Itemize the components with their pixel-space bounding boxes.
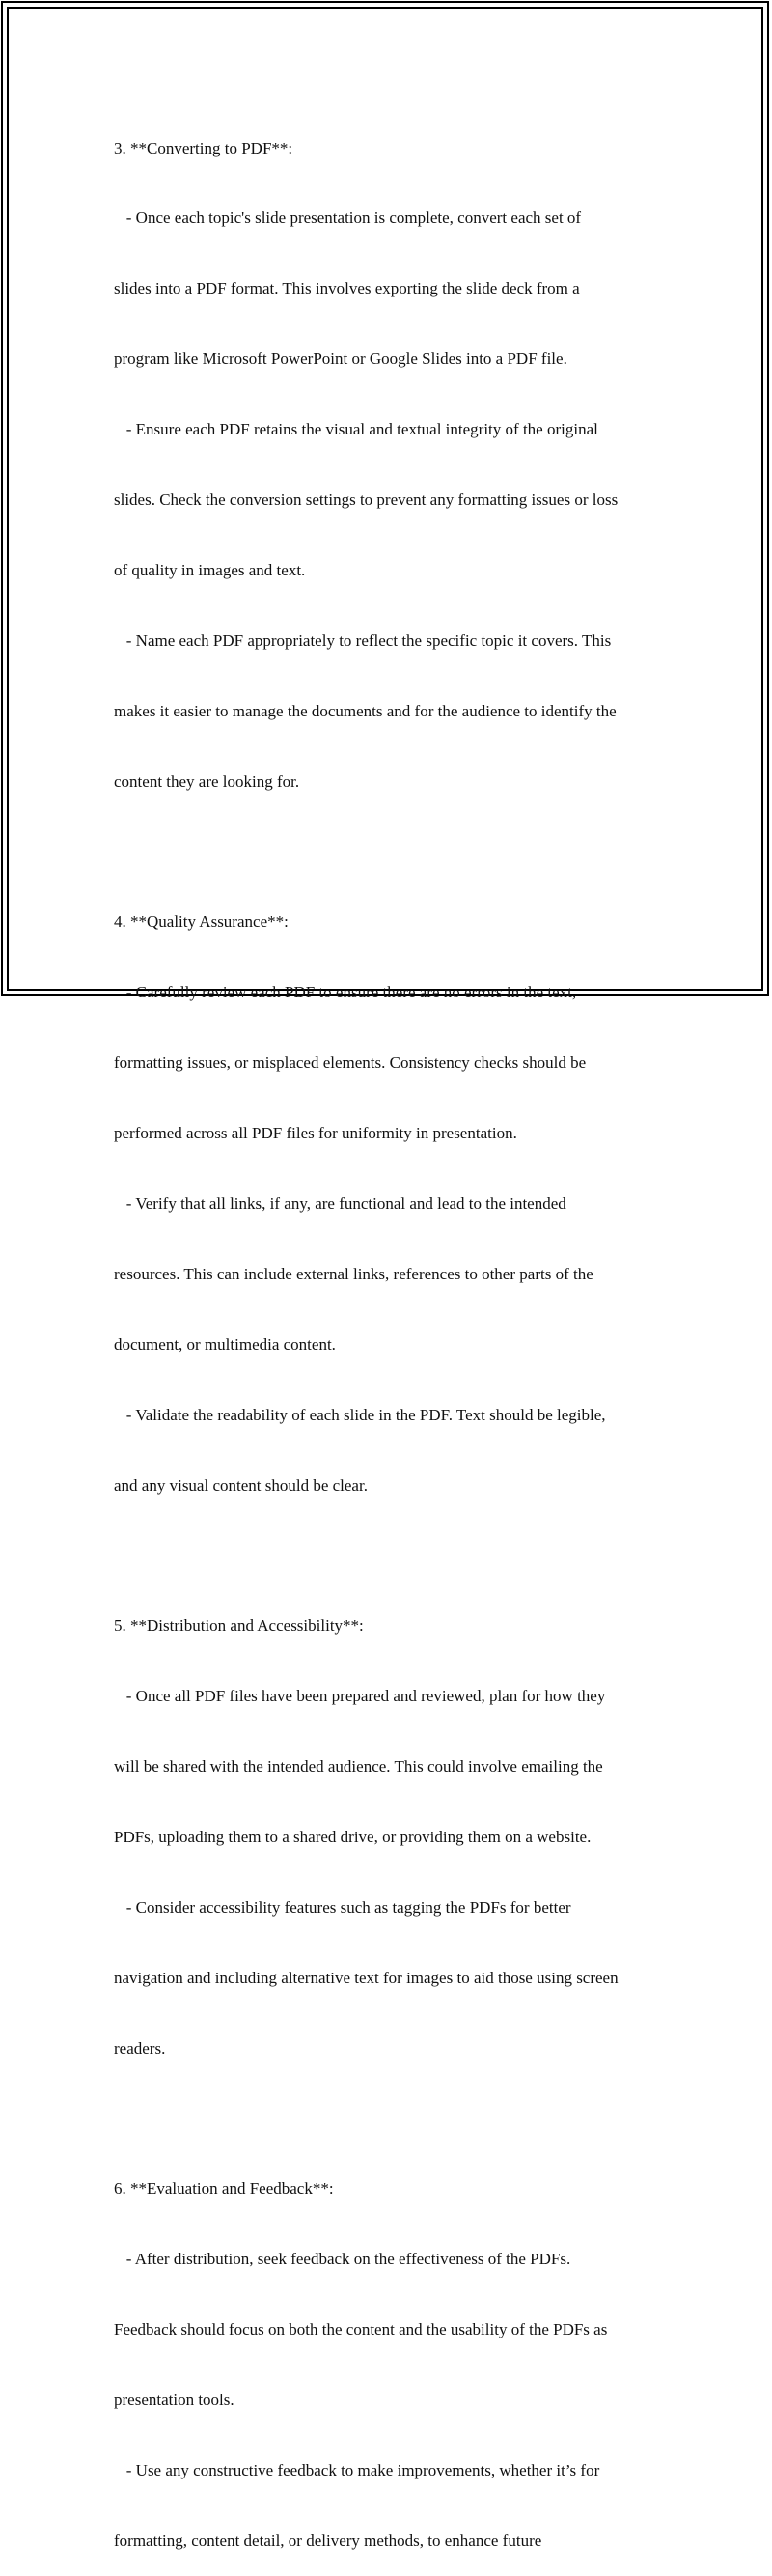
text-line: - Once each topic's slide presentation is complete, convert each set of <box>114 209 582 228</box>
text-line: 4. **Quality Assurance**: <box>114 912 289 932</box>
text-line: readers. <box>114 2038 166 2058</box>
text-line: performed across all PDF files for uniformity in presentation. <box>114 1124 517 1143</box>
text-line: Feedback should focus on both the content and the usability of the PDFs as <box>114 2320 608 2339</box>
blank-line <box>114 1544 693 1567</box>
text-line: 3. **Converting to PDF**: <box>114 138 293 157</box>
text-line: document, or multimedia content. <box>114 1334 336 1354</box>
text-line: - Validate the readability of each slide in the PDF. Text should be legible, <box>114 1405 606 1424</box>
text-line: program like Microsoft PowerPoint or Google Slides into a PDF file. <box>114 350 567 369</box>
text-line: formatting, content detail, or delivery methods, to enhance future <box>114 2531 542 2550</box>
text-line: - Verify that all links, if any, are functional and lead to the intended <box>114 1193 566 1213</box>
text-line: - Once all PDF files have been prepared and reviewed, plan for how they <box>114 1687 606 1706</box>
text-line: - After distribution, seek feedback on the effectiveness of the PDFs. <box>114 2250 571 2269</box>
text-line: navigation and including alternative text for images to aid those using screen <box>114 1968 619 1987</box>
text-line: makes it easier to manage the documents and for the audience to identify the <box>114 701 617 720</box>
text-line: - Name each PDF appropriately to reflect the specific topic it covers. This <box>114 630 612 650</box>
text-line: slides. Check the conversion settings to prevent any formatting issues or loss <box>114 490 619 510</box>
text-line: presentation tools. <box>114 2391 234 2410</box>
text-line: 6. **Evaluation and Feedback**: <box>114 2179 334 2198</box>
text-line: slides into a PDF format. This involves exporting the slide deck from a <box>114 279 580 298</box>
text-line: PDFs, uploading them to a shared drive, or providing them on a website. <box>114 1827 592 1846</box>
text-line: resources. This can include external links, references to other parts of the <box>114 1264 593 1283</box>
text-line: 5. **Distribution and Accessibility**: <box>114 1616 364 1636</box>
text-line: - Consider accessibility features such as tagging the PDFs for better <box>114 1897 571 1917</box>
text-line: and any visual content should be clear. <box>114 1475 368 1495</box>
text-line: of quality in images and text. <box>114 560 306 579</box>
text-line: - Use any constructive feedback to make improvements, whether it’s for <box>114 2460 600 2479</box>
blank-line <box>114 841 693 864</box>
document-body <box>114 90 693 2576</box>
text-line: will be shared with the intended audience. This could involve emailing the <box>114 1757 603 1777</box>
text-line: - Ensure each PDF retains the visual and textual integrity of the original <box>114 420 598 439</box>
text-line: formatting issues, or misplaced elements. Consistency checks should be <box>114 1053 587 1073</box>
text-line: - Carefully review each PDF to ensure there are no errors in the text, <box>114 983 577 1002</box>
blank-line <box>114 2108 693 2131</box>
text-line: content they are looking for. <box>114 771 300 791</box>
